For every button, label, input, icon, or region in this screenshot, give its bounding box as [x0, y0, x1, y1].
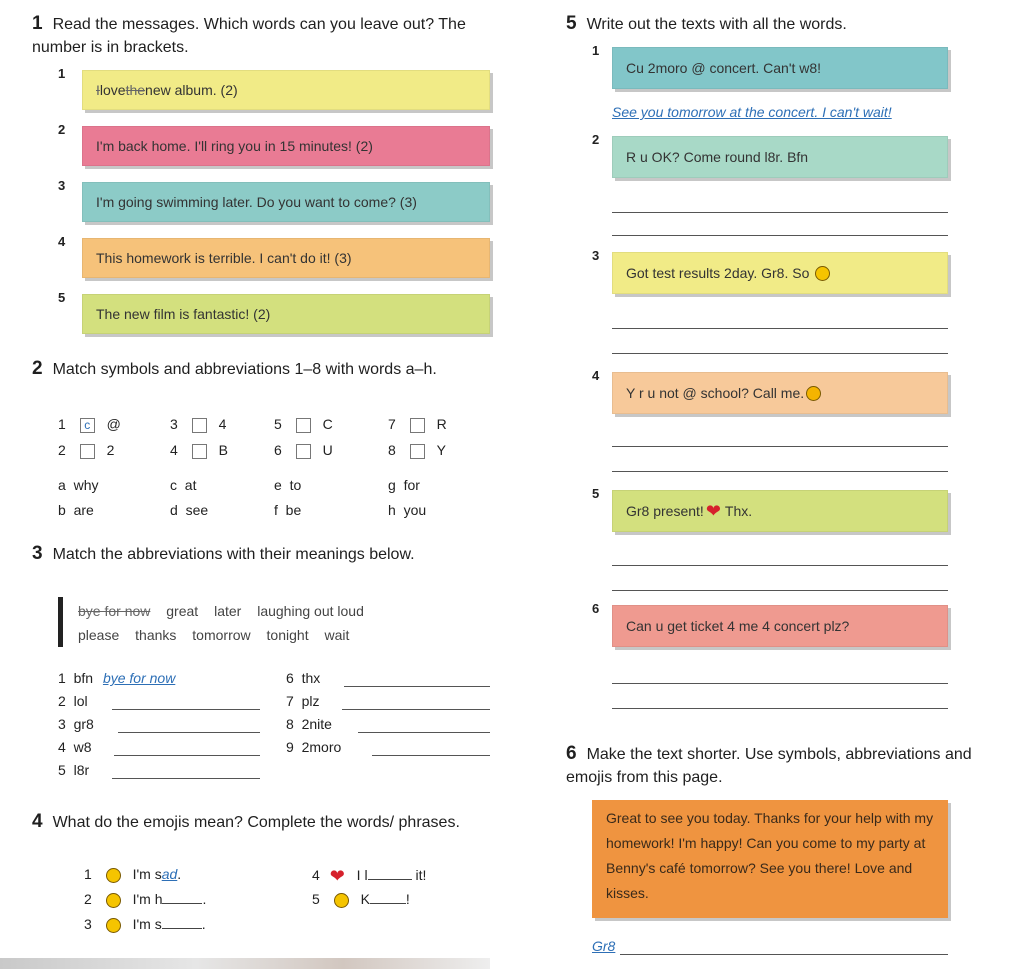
answer-line[interactable] [612, 353, 948, 354]
ex2-symbol-row: 1 c @ [58, 416, 121, 432]
ex3-wordbox-row1: bye for now great later laughing out loud [78, 603, 364, 619]
answer-line[interactable] [342, 709, 490, 710]
ex6-heading: 6 Make the text shorter. Use symbols, abbreviations and emojis from this page. [566, 743, 972, 786]
answer-line[interactable] [112, 778, 260, 779]
kiss-face-icon [806, 386, 821, 401]
ex5-message-6: Can u get ticket 4 me 4 concert plz? [612, 605, 948, 647]
answer-line[interactable] [612, 328, 948, 329]
answer-box[interactable]: c [80, 418, 95, 433]
ex5-message-2: R u OK? Come round l8r. Bfn [612, 136, 948, 178]
ex3-left-item: 2 lol [58, 693, 88, 709]
answer-box[interactable] [296, 444, 311, 459]
answer-line[interactable] [612, 212, 948, 213]
heart-icon: ❤ [329, 866, 345, 886]
smiley-face-icon [106, 893, 121, 908]
answer-line[interactable] [612, 471, 948, 472]
sad-face-icon [106, 868, 121, 883]
answer-box[interactable] [192, 418, 207, 433]
ex3-number: 3 [32, 543, 43, 564]
ex5-heading: 5 Write out the texts with all the words. [566, 13, 847, 34]
ex1-item-number: 4 [58, 234, 66, 249]
ex2-symbols-grid: 1 c @ 3 4 5 C 7 R 2 2 4 B 6 U 8 Y [58, 416, 447, 458]
ex1-message-4: This homework is terrible. I can't do it! (3) [82, 238, 490, 278]
ex5-message-1: Cu 2moro @ concert. Can't w8! [612, 47, 948, 89]
ex4-number: 4 [32, 811, 43, 832]
answer-box[interactable] [296, 418, 311, 433]
answer-line[interactable] [112, 709, 260, 710]
ex2-number: 2 [32, 358, 43, 379]
ex5-answer-1: See you tomorrow at the concert. I can't wait! [612, 104, 892, 120]
ex3-wordbox-row2: please thanks tomorrow tonight wait [78, 627, 350, 643]
answer-box[interactable] [410, 418, 425, 433]
answer-blank[interactable] [370, 903, 406, 904]
ex5-number: 5 [566, 13, 577, 34]
ex6-answer: Gr8 [592, 938, 616, 954]
ex1-item-number: 1 [58, 66, 66, 81]
answer-line[interactable] [612, 708, 948, 709]
ex5-message-5: Gr8 present! ❤ Thx. [612, 490, 948, 532]
ex1-heading: 1 Read the messages. Which words can you leave out? The number is in brackets. [32, 13, 466, 56]
ex3-right-item: 7 plz [286, 693, 320, 709]
ex4-item-1: 1 I'm sad. [84, 866, 182, 882]
ex2-words-grid: a why c at e to g for b are d see f be h you [58, 477, 427, 518]
surprised-face-icon [106, 918, 121, 933]
answer-line[interactable] [612, 446, 948, 447]
ex3-left-item: 3 gr8 [58, 716, 94, 732]
ex1-message-3: I'm going swimming later. Do you want to come? (3) [82, 182, 490, 222]
ex1-item-number: 2 [58, 122, 66, 137]
answer-line[interactable] [358, 732, 490, 733]
answer-box[interactable] [410, 444, 425, 459]
ex3-heading: 3 Match the abbreviations with their meanings below. [32, 543, 415, 564]
ex1-item-number: 5 [58, 290, 66, 305]
answer-line[interactable] [612, 590, 948, 591]
wordbox-bar [58, 597, 63, 647]
ex4-item-3: 3 I'm s . [84, 916, 206, 932]
answer-line[interactable] [612, 235, 948, 236]
answer-line[interactable] [118, 732, 260, 733]
answer-text: bye for now [102, 670, 176, 686]
kiss-face-icon [334, 893, 349, 908]
ex3-right-item: 8 2nite [286, 716, 332, 732]
ex3-left-item: 4 w8 [58, 739, 92, 755]
ex4-item-5: 5 K ! [312, 891, 410, 907]
ex1-message-2: I'm back home. I'll ring you in 15 minutes! (2) [82, 126, 490, 166]
answer-box[interactable] [192, 444, 207, 459]
ex3-right-item: 6 thx [286, 670, 321, 686]
ex6-number: 6 [566, 743, 577, 764]
answer-line[interactable] [344, 686, 490, 687]
ex2-heading: 2 Match symbols and abbreviations 1–8 with words a–h. [32, 358, 437, 379]
ex4-heading: 4 What do the emojis mean? Complete the words/ phrases. [32, 811, 460, 832]
ex1-item-number: 3 [58, 178, 66, 193]
ex1-message-1: I love the new album. (2) [82, 70, 490, 110]
ex6-long-message: Great to see you today. Thanks for your help with my homework! I'm happy! Can you come to my party at Benny's café tomorrow? See you there! Love and kisses. [592, 800, 948, 918]
ex1-number: 1 [32, 13, 43, 34]
ex3-right-item: 9 2moro [286, 739, 342, 755]
ex3-left-item: 1 bfn bye for now [58, 670, 176, 686]
answer-line[interactable] [114, 755, 260, 756]
answer-blank[interactable] [162, 928, 202, 929]
answer-blank[interactable] [162, 903, 202, 904]
answer-line[interactable] [612, 565, 948, 566]
answer-line[interactable] [620, 954, 948, 955]
answer-line[interactable] [612, 683, 948, 684]
ex4-item-2: 2 I'm h . [84, 891, 207, 907]
ex5-message-4: Y r u not @ school? Call me. [612, 372, 948, 414]
ex1-message-5: The new film is fantastic! (2) [82, 294, 490, 334]
ex5-message-3: Got test results 2day. Gr8. So [612, 252, 948, 294]
ex4-item-4: 4 ❤ I l it! [312, 866, 427, 886]
smiley-face-icon [815, 266, 830, 281]
heart-icon: ❤ [705, 500, 721, 521]
bottom-photo-strip [0, 958, 490, 969]
answer-box[interactable] [80, 444, 95, 459]
answer-line[interactable] [372, 755, 490, 756]
answer-blank[interactable] [368, 879, 412, 880]
ex3-left-item: 5 l8r [58, 762, 90, 778]
